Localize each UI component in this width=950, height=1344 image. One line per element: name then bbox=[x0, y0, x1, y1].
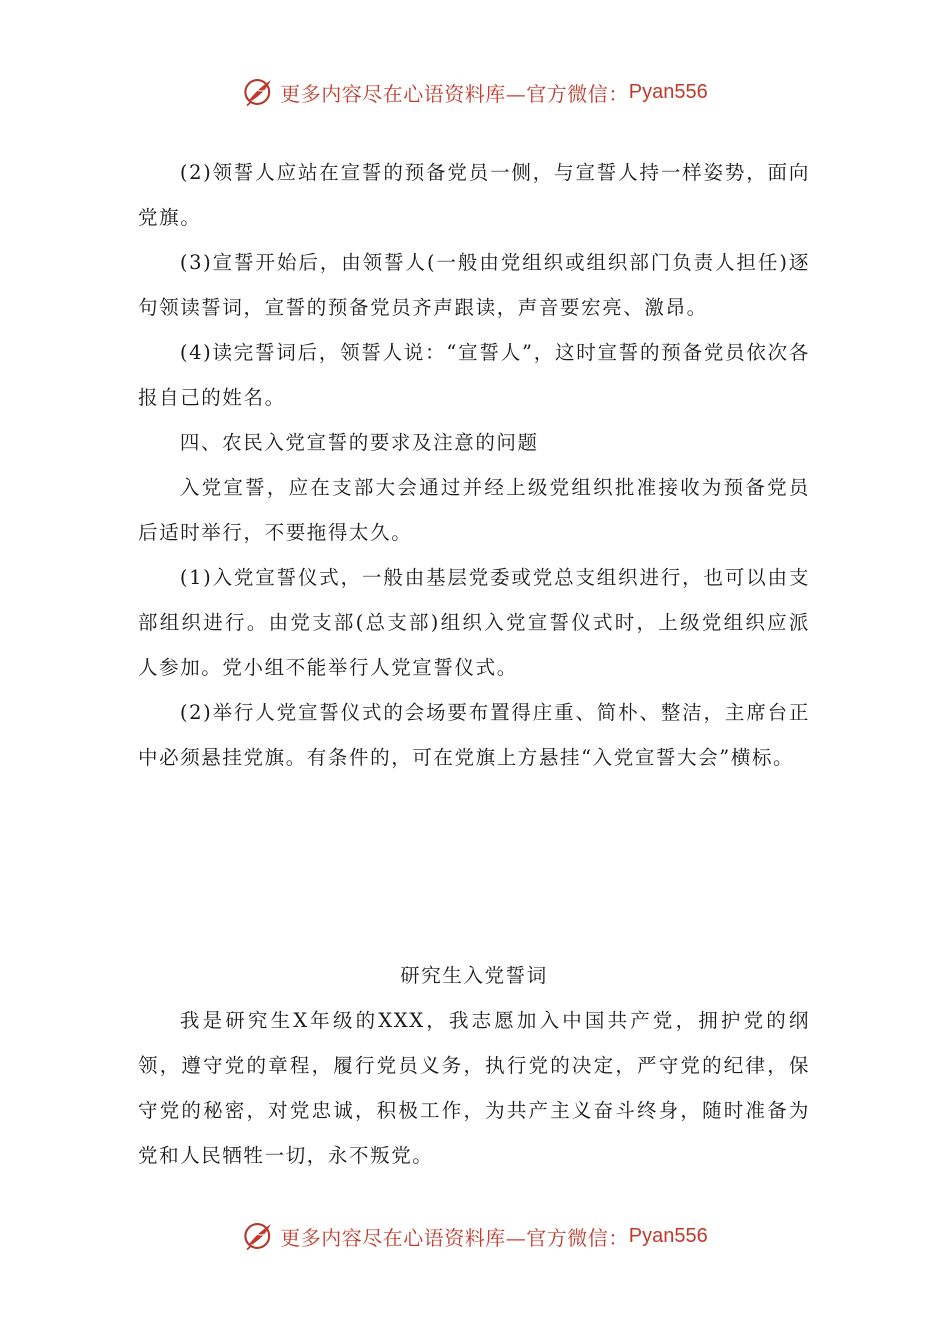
oath-text: 我是研究生X年级的XXX，我志愿加入中国共产党，拥护党的纲领，遵守党的章程，履行党员义务，执行党的决定，严守党的纪律，保守党的秘密，对党忠诚，积极工作，为共产主义奋斗终身，随时准备为党和人民牺牲一切，永不叛党。 bbox=[138, 1009, 810, 1167]
oath-title: 研究生入党誓词 bbox=[400, 964, 548, 987]
banner-text: 更多内容尽在心语资料库—官方微信： bbox=[280, 1225, 629, 1250]
wechat-id: Pyan556 bbox=[628, 80, 708, 103]
paragraph-item-2: (2)领誓人应站在宣誓的预备党员一侧，与宣誓人持一样姿势，面向党旗。 bbox=[138, 161, 810, 229]
section-paragraph-2: (2)举行人党宣誓仪式的会场要布置得庄重、简朴、整洁，主席台正中必须悬挂党旗。有条件的，可在党旗上方悬挂“入党宣誓大会”横标。 bbox=[138, 701, 810, 769]
footer-banner bbox=[0, 1216, 950, 1256]
section-paragraph-1: (1)入党宣誓仪式，一般由基层党委或党总支组织进行，也可以由支部组织进行。由党支部(总支部)组织入党宣誓仪式时，上级党组织应派人参加。党小组不能举行人党宣誓仪式。 bbox=[138, 566, 810, 679]
section-intro-paragraph: 入党宣誓，应在支部大会通过并经上级党组织批准接收为预备党员后适时举行，不要拖得太久。 bbox=[138, 476, 810, 544]
wechat-id: Pyan556 bbox=[628, 1224, 708, 1247]
banner-text: 更多内容尽在心语资料库—官方微信： bbox=[280, 81, 629, 106]
quill-logo-icon bbox=[242, 75, 276, 109]
section-heading: 四、农民入党宣誓的要求及注意的问题 bbox=[179, 431, 539, 454]
document-body bbox=[138, 150, 810, 780]
quill-logo-icon bbox=[242, 1219, 276, 1253]
header-banner bbox=[0, 72, 950, 112]
paragraph-item-3: (3)宣誓开始后，由领誓人(一般由党组织或组织部门负责人担任)逐句领读誓词，宣誓的预备党员齐声跟读，声音要宏亮、激昂。 bbox=[138, 251, 810, 319]
paragraph-item-4: (4)读完誓词后，领誓人说：“宣誓人”，这时宣誓的预备党员依次各报自己的姓名。 bbox=[138, 341, 810, 409]
oath-section bbox=[138, 953, 810, 1178]
